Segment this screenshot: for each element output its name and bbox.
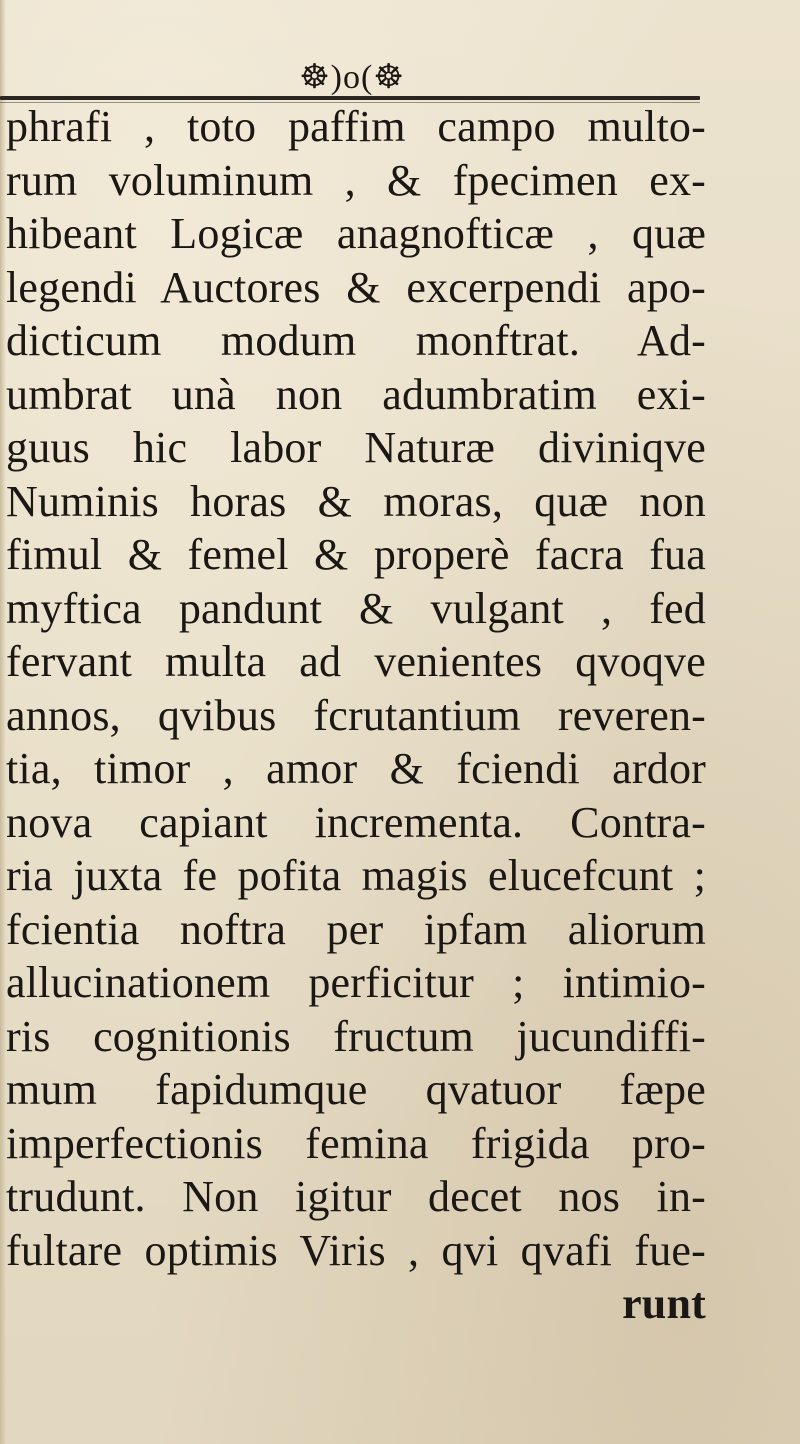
text-line: rum voluminum , & fpecimen ex- — [6, 155, 706, 205]
text-line: myftica pandunt & vulgant , fed — [6, 583, 706, 633]
text-line: fcientia noftra per ipfam aliorum — [6, 904, 706, 954]
text-line: fultare optimis Viris , qvi qvafi fue- — [6, 1225, 706, 1275]
text-line: fimul & femel & properè facra fua — [6, 530, 706, 579]
text-line: allucinationem perficitur ; intimio- — [6, 958, 706, 1007]
text-line: guus hic labor Naturæ diviniqve — [6, 423, 706, 472]
text-line: nova capiant incrementa. Contra- — [6, 797, 706, 847]
text-line: dicticum modum monftrat. Ad- — [6, 316, 706, 365]
text-line: ris cognitionis fructum jucundiffi- — [6, 1011, 706, 1061]
text-line: ria juxta fe pofita magis elucefcunt ; — [6, 851, 706, 900]
body-text — [6, 100, 706, 1331]
text-line: trudunt. Non igitur decet nos in- — [6, 1172, 706, 1221]
text-line: umbrat unà non adumbratim exi- — [6, 369, 706, 419]
text-line: annos, qvibus fcrutantium reveren- — [6, 690, 706, 740]
header-ornament: ☸)o(☸ — [299, 59, 405, 96]
catchword: runt — [622, 1279, 706, 1328]
text-line: legendi Auctores & excerpendi apo- — [6, 262, 706, 312]
text-line: phrafi , toto paffim campo multo- — [6, 102, 706, 151]
text-line: fervant multa ad venientes qvoqve — [6, 637, 706, 686]
text-line: mum fapidumque qvatuor fæpe — [6, 1065, 706, 1114]
text-line: tia, timor , amor & fciendi ardor — [6, 744, 706, 793]
page-header — [0, 58, 800, 98]
text-line: Numinis horas & moras, quæ non — [6, 476, 706, 526]
text-line: imperfectionis femina frigida pro- — [6, 1118, 706, 1168]
text-line: hibeant Logicæ anagnofticæ , quæ — [6, 209, 706, 258]
